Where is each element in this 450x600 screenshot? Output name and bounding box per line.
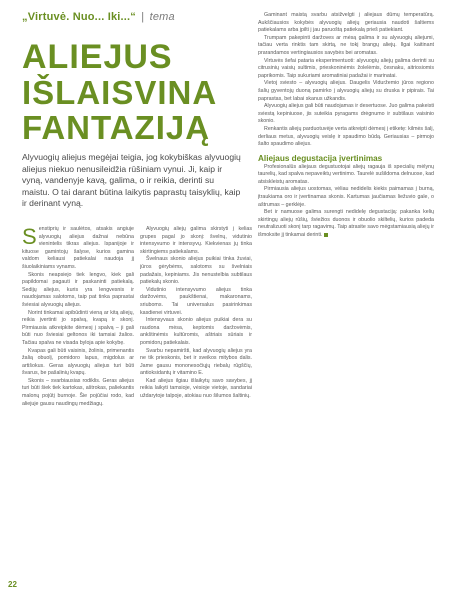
body-paragraph: Alyvuogių aliejus gali būti naudojamas ir desertuose. Juo galima pakeisti sviestą kepiniuose, jis suteikia pyragams drėgnumo ir subtilaus vaisinio skonio. [258,103,434,125]
body-column-2 [140,226,252,582]
headline-line-3: FANTAZIJĄ [22,109,211,146]
body-paragraph: Švelnaus skonio aliejus puikiai tinka žuviai, jūros gėrybėms, salotoms su švelniais padažais, kepiniams. Jis nenustelbia subtilaus patiekalų skonio. [140,256,252,286]
body-paragraph: Bet ir namuose galima surengti nedidelę degustaciją: pakanka kelių skirtingų aliejų rūšių, šviežios duonos ir obuolio skiltelių, kurios padeda neutralizuoti skonį tarp ragavimų. Taip atrasite savo mėgstamiausią aliejų ir išmoksite jį tinkamai derinti. [258,209,434,239]
rubric-separator: | [141,11,145,23]
rubric-kind: tema [149,11,175,23]
body-paragraph: Svarbu nepamiršti, kad alyvuogių aliejus yra ne tik prieskonis, bet ir sveikos mitybos dalis. Jame gausu mononesočiųjų riebalų rūgščių, antioksidantų ir vitamino E. [140,347,252,377]
headline-line-2: IŠLAISVINA [22,74,218,111]
body-paragraph: Gaminant maistą svarbu atsižvelgti į aliejaus dūmų temperatūrą. Aukščiausios kokybės alyvuogių aliejų geriausia naudoti šaltiems patiekalams arba įpilti į jau paruoštą patiekalą prieš patiekiant. [258,12,434,34]
body-paragraph: Vidutinio intensyvumo aliejus tinka daržovėms, paukštienai, makaronams, sriuboms. Tai universalus pasirinkimas kasdienei virtuvei. [140,286,252,316]
section-subheading: Aliejaus degustacija įvertinimas [258,153,383,163]
body-paragraph: Renkantis aliejų parduotuvėje verta atkreipti dėmesį į etiketę: kilmės šalį, derliaus metus, alyvuogių veislę ir spaudimo būdą. Geriausias – pirmojo šalto spaudimo aliejus. [258,125,434,148]
article-end-mark [324,233,328,237]
body-paragraph: Senstiprių ir saulėtos, atsakis angiuje alyvuogių aliejus dažnai nebūna vienintelis tikras aliejus. Ispanijoje ir kituose gamintojų šalyse, kurios gamina valdom keliausi patiekalai naudoja jį šiuolaikiniams vynams. [22,226,134,270]
rubric-name: „Virtuvė. Nuo... Iki...“ [22,11,137,23]
body-paragraph: Kvapas gali būti vaisinis, žolinis, primenantis žalią obuolį, pomidoro lapus, migdolus ar artišokus. Geras alyvuogių aliejus turi būti švarus, be pašalinių kvapų. [22,347,134,377]
body-paragraph: Alyvuogių aliejų galima skirstyti į kelias grupes pagal jo skonį: švelnų, vidutinio intensyvumo ir intensyvų. Kiekvienas jų tinka skirtingiems patiekalams. [140,226,252,255]
section-rubric [22,11,175,23]
headline-line-1: ALIEJUS [22,38,173,76]
body-paragraph: Profesionalūs aliejaus degustuotojai aliejų ragauja iš specialių mėlynų taurelių, kad spalva nepaveiktų vertinimo. Taurelė sušildoma delnuose, kad atsiskleistų aromatas. [258,163,434,185]
body-column-3 [258,12,434,580]
body-paragraph: Skonis – svarbiausias rodiklis. Geras aliejus turi būti šiek tiek kartokas, aštrokas, paliekantis malonų pojūtį burnoje. Šie pojūčiai rodo, kad aliejuje gausu naudingų medžiagų. [22,377,134,407]
body-paragraph: Pirmiausia aliejus uostomas, vėliau nedidelis kiekis paimamas į burną, įtraukiama oro ir įvertinamas skonis. Kartumas jaučiamas liežuvio gale, o aštrumas – gerklėje. [258,186,434,208]
article-lead: Alyvuogių aliejus megėjai teigia, jog kokybiškas alyvuogių aliejus niekuo nenusileidžia rūšiniam vynui. Ji, kaip ir vyną, vandenyje kavą, galima, o ir reikia, derinti su maistu. O tai darant būtina laikytis paprastų taisyklių, kaip ir derinant vyną. [22,152,241,209]
body-paragraph: Trumpam pakepinti daržoves ar mėsą galima ir su alyvuogių aliejumi, tačiau verta rinktis tam skirtą, ne tokį brangų aliejų. Ilgai kaitinant prarandamos vertingiausios savybės bei aromatas. [258,34,434,56]
body-paragraph: Virtuvės šefai pataria eksperimentuoti: alyvuogių aliejų galima derinti su citrusinių vaisių sultimis, prieskoninėmis žolelėmis, česnaku, aitriosiomis paprikomis. Taip sukuriami aromatiniai padažai ir marinatai. [258,57,434,79]
body-column-1 [22,226,134,582]
body-paragraph: Kad aliejus ilgiau išlaikytų savo savybes, jį reikia laikyti tamsioje, vėsioje vietoje, sandariai uždarytoje talpoje, atokiau nuo šilumos šaltinių. [140,377,252,400]
page-number: 22 [8,580,17,589]
article-headline [22,40,250,145]
body-paragraph: Norint tinkamai apibūdinti vieną ar kitą aliejų, reikia įvertinti jo spalvą, kvapą ir skonį. Pirmiausia atkreipkite dėmesį į spalvą – ji gali būti nuo šviesiai geltonos iki tamsiai žalios. Tačiau spalva ne visada byloja apie kokybę. [22,309,134,346]
drop-cap: S [22,226,37,249]
body-paragraph: Vietoj sviesto – alyvuogių aliejus. Daugelis Viduržemio jūros regiono šalių gyventojų duoną pamirko į alyvuogių aliejų su druska ir pipirais. Tai paprastas, bet labai skanus užkandis. [258,80,434,102]
body-paragraph: Intensyvaus skonio aliejus puikiai dera su raudona mėsa, keptomis daržovėmis, ankštinėmis kultūromis, aštriais sūriais ir pomidorų patiekalais. [140,317,252,346]
body-paragraph: Skonis neapsiejo tiek lengvo, kiek gali papildomai pagauti ir paskaninti patiekalą. Sedijų aliejus, kuris yra lengvesnis ir naudojamas salotoms, taip pat tinka paprastai šviesiai alyvuogių aliejus. [22,271,134,308]
